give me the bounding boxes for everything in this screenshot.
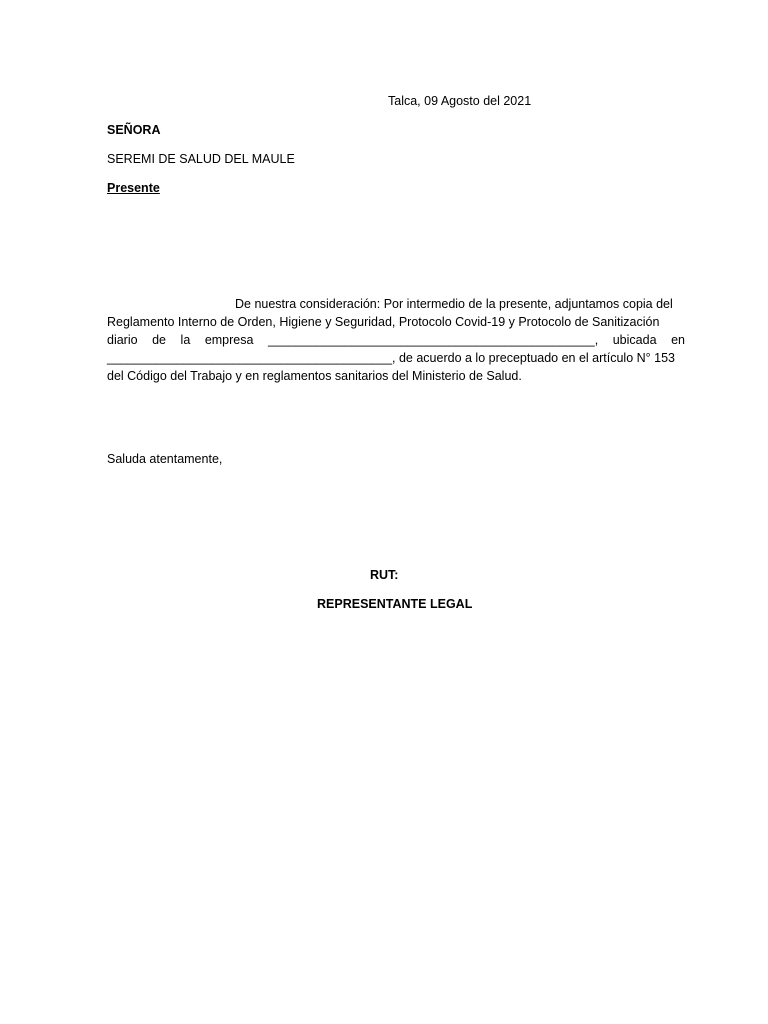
letter-body	[107, 295, 685, 385]
signature-role: REPRESENTANTE LEGAL	[317, 597, 473, 611]
recipient-organization: SEREMI DE SALUD DEL MAULE	[107, 152, 295, 166]
body-line-1-text: Por intermedio de la presente, adjuntamos copia del	[383, 297, 673, 311]
closing-text: Saluda atentamente,	[107, 452, 223, 466]
body-word: la	[180, 333, 191, 347]
body-line-3	[107, 331, 685, 349]
recipient-title: SEÑORA	[107, 123, 161, 137]
body-word: ubicada	[612, 333, 657, 347]
body-word: de	[152, 333, 167, 347]
body-line-1	[107, 295, 685, 313]
body-line-2: Reglamento Interno de Orden, Higiene y Seguridad, Protocolo Covid-19 y Protocolo de Sanitización	[107, 315, 660, 329]
company-name-blank: _______________________________________________,	[267, 333, 599, 347]
body-salutation: De nuestra consideración:	[235, 297, 381, 311]
body-word: en	[671, 333, 685, 347]
body-word: empresa	[204, 333, 254, 347]
presente-heading: Presente	[107, 181, 160, 195]
body-line-4: _________________________________________, de acuerdo a lo preceptuado en el artículo N° 153	[107, 351, 675, 365]
body-line-5: del Código del Trabajo y en reglamentos sanitarios del Ministerio de Salud.	[107, 369, 522, 383]
rut-label: RUT:	[370, 568, 399, 582]
letter-date: Talca, 09 Agosto del 2021	[388, 94, 532, 108]
body-word: diario	[107, 333, 138, 347]
